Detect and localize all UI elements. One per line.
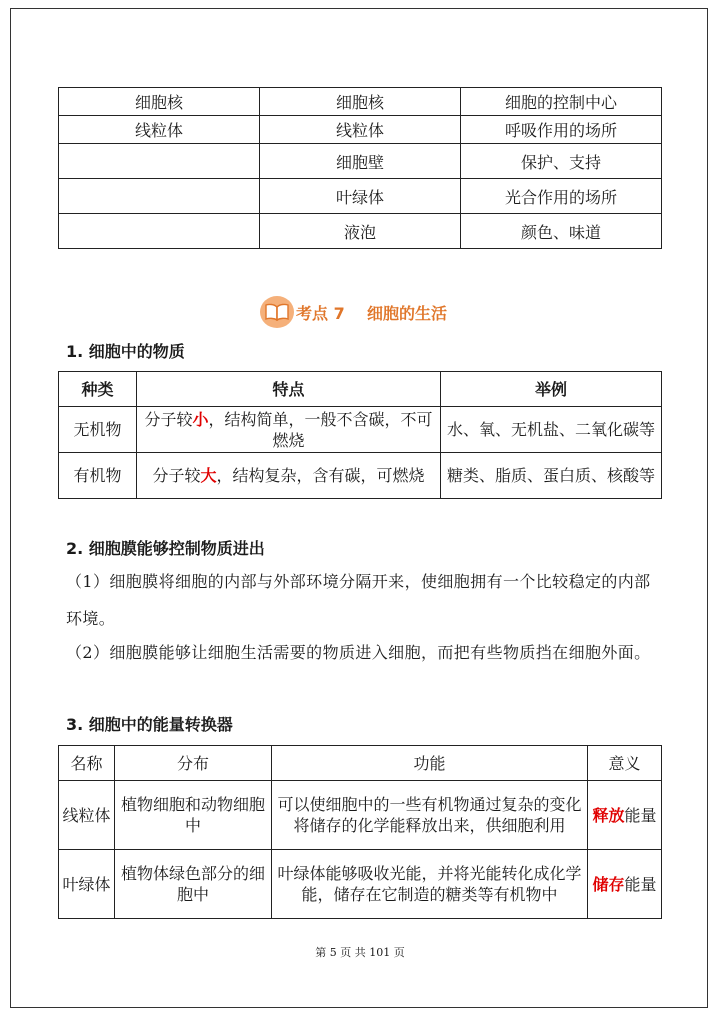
table-cell: 细胞核 (59, 88, 260, 116)
column-header: 举例 (441, 372, 662, 407)
table-cell: 线粒体 (59, 781, 115, 850)
page-footer: 第 5 页 共 101 页 (315, 946, 405, 959)
text-span: 分子较 (144, 409, 193, 429)
column-header: 分布 (115, 746, 272, 781)
table-cell (59, 179, 260, 214)
table-cell: 细胞的控制中心 (461, 88, 662, 116)
table-cell: 无机物 (59, 407, 137, 453)
table-cell: 细胞壁 (260, 144, 461, 179)
table-row (59, 453, 662, 499)
table-cell: 水、氧、无机盐、二氧化碳等 (441, 407, 662, 453)
table-cell (59, 144, 260, 179)
text-span: 能量 (624, 805, 657, 825)
emphasis-text: 储存 (592, 874, 625, 894)
table-cell (137, 407, 441, 453)
text-span: 分子较 (152, 466, 201, 485)
table-cell (137, 453, 441, 499)
table-cell (59, 214, 260, 249)
column-header: 种类 (59, 372, 137, 407)
section-title-text: 考点 7 细胞的生活 (296, 303, 447, 323)
table-header-row (59, 372, 662, 407)
table-row (59, 116, 662, 144)
open-book-icon (260, 296, 294, 328)
table-cell: 叶绿体 (260, 179, 461, 214)
table-cell: 糖类、脂质、蛋白质、核酸等 (441, 453, 662, 499)
emphasis-text: 释放 (592, 805, 625, 825)
table-cell: 植物细胞和动物细胞中 (115, 781, 272, 850)
table-row (59, 781, 662, 850)
heading-membrane: 2. 细胞膜能够控制物质进出 (66, 539, 265, 558)
emphasis-text: 小 (192, 409, 209, 429)
table-row (59, 407, 662, 453)
section-title (260, 295, 447, 329)
emphasis-text: 大 (200, 466, 217, 485)
table-cell: 保护、支持 (461, 144, 662, 179)
heading-energy: 3. 细胞中的能量转换器 (66, 715, 233, 734)
table-cell: 细胞核 (260, 88, 461, 116)
table-cell (588, 850, 662, 919)
table-cell: 植物体绿色部分的细胞中 (115, 850, 272, 919)
table-cell: 呼吸作用的场所 (461, 116, 662, 144)
table-row (59, 850, 662, 919)
table-cell: 叶绿体 (59, 850, 115, 919)
table-cell: 线粒体 (260, 116, 461, 144)
table-row (59, 214, 662, 249)
table-cell: 有机物 (59, 453, 137, 499)
paragraph-2: （2）细胞膜能够让细胞生活需要的物质进入细胞，而把有些物质挡在细胞外面。 (66, 643, 651, 662)
table-cell: 光合作用的场所 (461, 179, 662, 214)
table-cell: 线粒体 (59, 116, 260, 144)
substances-table (58, 371, 662, 499)
table-cell: 液泡 (260, 214, 461, 249)
table-header-row (59, 746, 662, 781)
table-cell: 叶绿体能够吸收光能，并将光能转化成化学能，储存在它制造的糖类等有机物中 (272, 850, 588, 919)
organelle-table (58, 87, 662, 249)
table-row (59, 144, 662, 179)
column-header: 特点 (137, 372, 441, 407)
energy-converter-table (58, 745, 662, 919)
column-header: 意义 (588, 746, 662, 781)
table-cell: 可以使细胞中的一些有机物通过复杂的变化将储存的化学能释放出来，供细胞利用 (272, 781, 588, 850)
table-cell: 颜色、味道 (461, 214, 662, 249)
paragraph-1: （1）细胞膜将细胞的内部与外部环境分隔开来，使细胞拥有一个比较稳定的内部环境。 (66, 572, 651, 628)
heading-substances: 1. 细胞中的物质 (66, 342, 185, 361)
table-cell (588, 781, 662, 850)
text-span: ，结构简单，一般不含碳，不可燃烧 (208, 409, 433, 450)
column-header: 名称 (59, 746, 115, 781)
table-row (59, 88, 662, 116)
text-span: ，结构复杂，含有碳，可燃烧 (216, 466, 425, 485)
text-span: 能量 (624, 874, 657, 894)
column-header: 功能 (272, 746, 588, 781)
table-row (59, 179, 662, 214)
